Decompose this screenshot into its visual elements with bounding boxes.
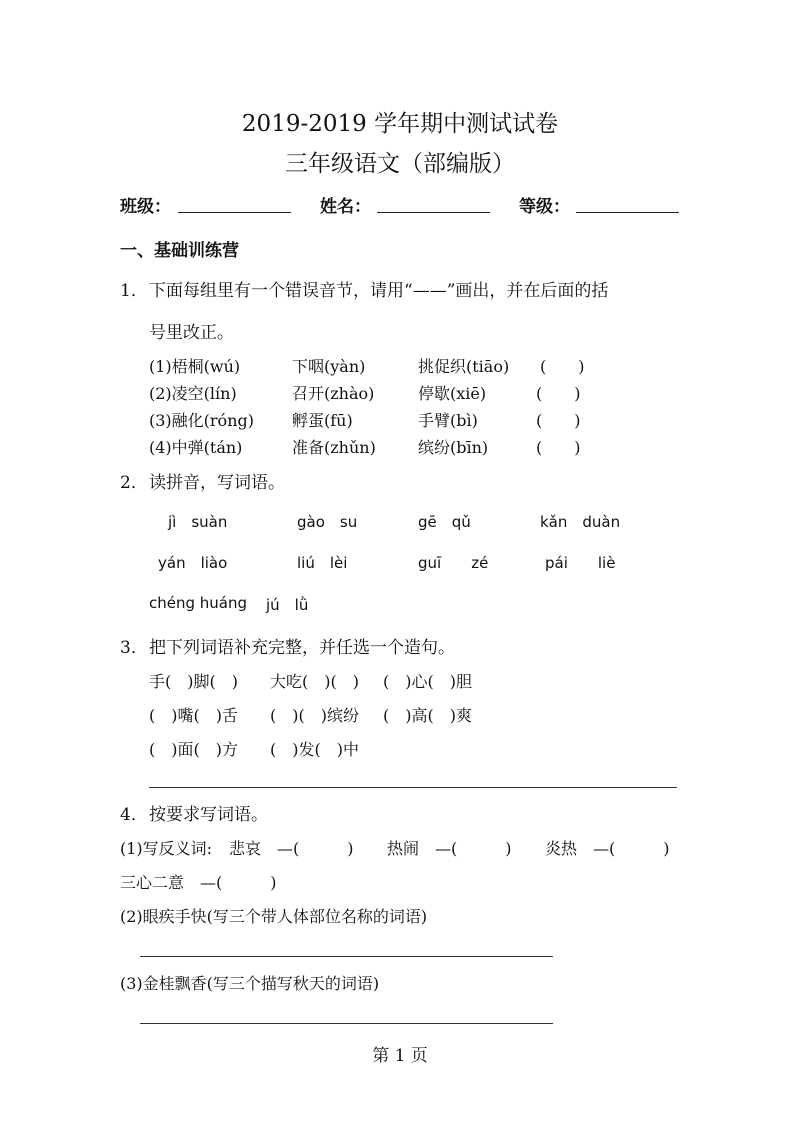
grade-label: 等级： <box>519 197 570 217</box>
q2-number: 2． <box>120 473 148 493</box>
q1-row3-col2: 孵蛋(fū) <box>292 411 353 430</box>
q1-row1-col1: (1)梧桐(wú) <box>149 357 241 376</box>
q1-row2-col3: 停歇(xiē) <box>418 384 487 403</box>
q4-sub1-extra: 三心二意 —( ) <box>120 873 277 892</box>
q4-sub1-item: 热闹 —( ) <box>387 839 512 858</box>
pinyin-item: jì suàn <box>168 513 228 531</box>
q1-row2-col1: (2)凌空(lín) <box>149 384 237 403</box>
q4-sub2: (2)眼疾手快(写三个带人体部位名称的词语) <box>120 907 428 926</box>
pinyin-item: gē qǔ <box>418 513 471 531</box>
q4-number: 4． <box>120 805 148 825</box>
q3-number: 3． <box>120 638 148 658</box>
page-number: 第 1 页 <box>372 1046 428 1066</box>
exam-subtitle: 三年级语文（部编版） <box>285 151 515 177</box>
name-blank <box>377 212 490 213</box>
q3-item: ( )高( )爽 <box>383 706 472 725</box>
grade-blank <box>576 212 679 213</box>
pinyin-item: yán liào <box>158 554 228 572</box>
pinyin-item: gào su <box>297 513 358 531</box>
q1-row3-col3: 手臂(bì) <box>418 411 478 430</box>
q1-row4-col3: 缤纷(bīn) <box>418 438 489 457</box>
pinyin-item: kǎn duàn <box>540 513 621 531</box>
pinyin-item: chéng huáng <box>149 594 248 612</box>
q1-number: 1． <box>120 281 148 301</box>
q3-item: ( )发( )中 <box>270 740 359 759</box>
name-label: 姓名： <box>320 197 371 217</box>
q1-text-line2: 号里改正。 <box>149 323 234 343</box>
q1-row1-col3: 挑促织(tiāo) <box>418 357 510 376</box>
pinyin-item: jú lǜ <box>266 596 309 614</box>
q4-sub1-item: 炎热 —( ) <box>545 839 670 858</box>
q3-item: ( )心( )胆 <box>383 672 472 691</box>
q3-answer-line <box>149 787 677 788</box>
q4-sub2-answer-line <box>140 956 553 957</box>
q4-text: 按要求写词语。 <box>149 805 268 825</box>
pinyin-item: liú lèi <box>297 554 348 572</box>
q3-text: 把下列词语补充完整，并任选一个造句。 <box>149 638 455 658</box>
class-blank <box>178 212 291 213</box>
pinyin-item: guī zé <box>418 554 489 572</box>
q2-text: 读拼音，写词语。 <box>149 473 285 493</box>
q1-row3-col1: (3)融化(róng) <box>149 411 254 430</box>
q4-sub1-label: (1)写反义词: <box>120 839 213 858</box>
pinyin-item: pái liè <box>545 554 616 572</box>
exam-title: 2019-2019 学年期中测试试卷 <box>241 111 559 137</box>
q3-item: ( )嘴( )舌 <box>149 706 238 725</box>
q1-text-line1: 下面每组里有一个错误音节，请用“——”画出，并在后面的括 <box>149 281 609 301</box>
q1-row1-col2: 下咽(yàn) <box>292 357 366 376</box>
q3-item: ( )( )缤纷 <box>270 706 359 725</box>
q3-item: ( )面( )方 <box>149 740 238 759</box>
section-title: 一、基础训练营 <box>120 241 239 261</box>
class-label: 班级： <box>120 197 171 217</box>
q1-row2-col2: 召开(zhào) <box>292 384 375 403</box>
q3-item: 大吃( )( ) <box>270 672 359 691</box>
q1-row4-answer: ( ) <box>536 438 581 457</box>
q4-sub3: (3)金桂飘香(写三个描写秋天的词语) <box>120 974 380 993</box>
q1-row4-col1: (4)中弹(tán) <box>149 438 243 457</box>
q4-sub3-answer-line <box>140 1023 553 1024</box>
q3-item: 手( )脚( ) <box>149 672 238 691</box>
q1-row3-answer: ( ) <box>536 411 581 430</box>
q1-row2-answer: ( ) <box>536 384 581 403</box>
q1-row1-answer: ( ) <box>540 357 585 376</box>
q1-row4-col2: 准备(zhǔn) <box>292 438 376 457</box>
q4-sub1-item: 悲哀 —( ) <box>229 839 354 858</box>
